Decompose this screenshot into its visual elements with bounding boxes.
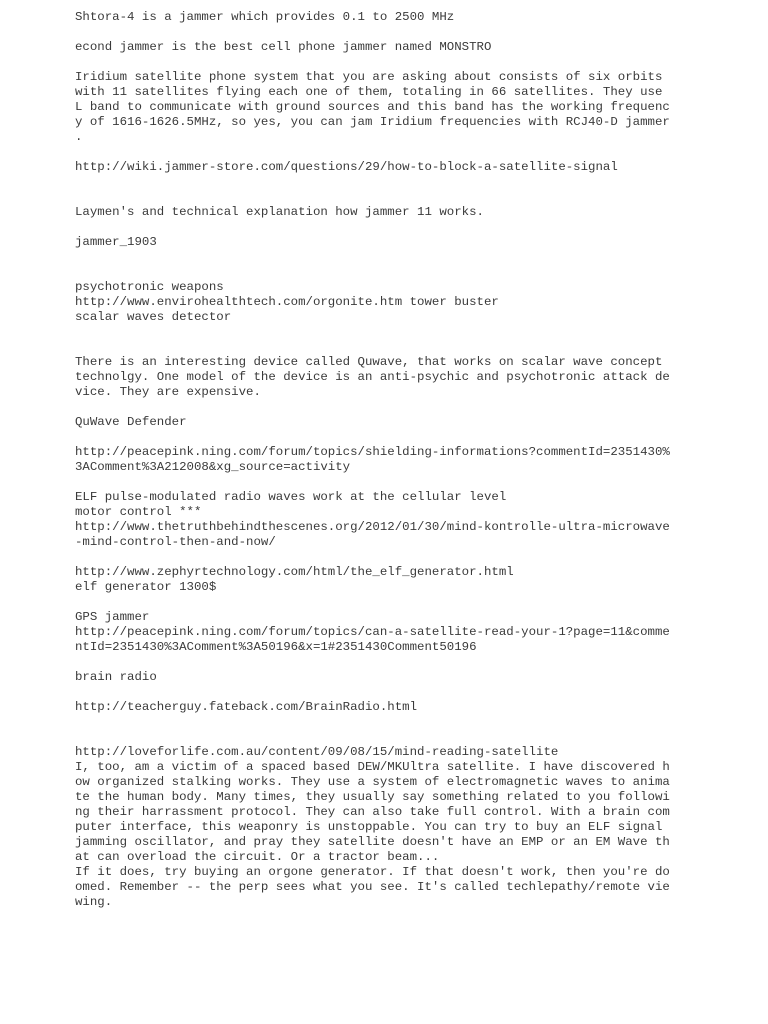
text-line: scalar waves detector bbox=[75, 310, 232, 324]
text-block bbox=[75, 160, 695, 175]
text-line: I, too, am a victim of a spaced based DEW/MKUltra satellite. I have discovered h bbox=[75, 760, 670, 774]
text-line: econd jammer is the best cell phone jammer named MONSTRO bbox=[75, 40, 492, 54]
text-block bbox=[75, 205, 695, 220]
text-line: QuWave Defender bbox=[75, 415, 187, 429]
text-line: Laymen's and technical explanation how jammer 11 works. bbox=[75, 205, 484, 219]
text-block bbox=[75, 610, 695, 655]
text-line: vice. They are expensive. bbox=[75, 385, 261, 399]
text-line: elf generator 1300$ bbox=[75, 580, 217, 594]
text-line: . bbox=[75, 130, 83, 144]
text-block bbox=[75, 355, 695, 400]
text-line: http://peacepink.ning.com/forum/topics/can-a-satellite-read-your-1?page=11&comme bbox=[75, 625, 670, 639]
text-block bbox=[75, 10, 695, 25]
text-line: L band to communicate with ground sources and this band has the working frequenc bbox=[75, 100, 670, 114]
text-line: http://www.thetruthbehindthescenes.org/2012/01/30/mind-kontrolle-ultra-microwave bbox=[75, 520, 670, 534]
text-line: motor control *** bbox=[75, 505, 202, 519]
text-block bbox=[75, 445, 695, 475]
text-line: with 11 satellites flying each one of them, totaling in 66 satellites. They use bbox=[75, 85, 663, 99]
text-block bbox=[75, 490, 695, 550]
text-line: brain radio bbox=[75, 670, 157, 684]
text-block bbox=[75, 745, 695, 910]
text-line: wing. bbox=[75, 895, 113, 909]
document-page bbox=[75, 10, 695, 910]
text-line: If it does, try buying an orgone generator. If that doesn't work, then you're do bbox=[75, 865, 670, 879]
text-line: ng their harrassment protocol. They can also take full control. With a brain com bbox=[75, 805, 670, 819]
text-line: http://teacherguy.fateback.com/BrainRadio.html bbox=[75, 700, 418, 714]
text-line: http://wiki.jammer-store.com/questions/29/how-to-block-a-satellite-signal bbox=[75, 160, 618, 174]
text-line: y of 1616-1626.5MHz, so yes, you can jam Iridium frequencies with RCJ40-D jammer bbox=[75, 115, 670, 129]
text-line: ow organized stalking works. They use a system of electromagnetic waves to anima bbox=[75, 775, 670, 789]
text-line: puter interface, this weaponry is unstoppable. You can try to buy an ELF signal bbox=[75, 820, 663, 834]
text-line: technolgy. One model of the device is an anti-psychic and psychotronic attack de bbox=[75, 370, 670, 384]
text-line: http://peacepink.ning.com/forum/topics/shielding-informations?commentId=2351430% bbox=[75, 445, 670, 459]
text-line: Iridium satellite phone system that you are asking about consists of six orbits bbox=[75, 70, 663, 84]
text-block bbox=[75, 700, 695, 715]
text-line: http://www.envirohealthtech.com/orgonite.htm tower buster bbox=[75, 295, 499, 309]
text-line: te the human body. Many times, they usually say something related to you followi bbox=[75, 790, 670, 804]
text-line: -mind-control-then-and-now/ bbox=[75, 535, 276, 549]
text-line: psychotronic weapons bbox=[75, 280, 224, 294]
text-line: omed. Remember -- the perp sees what you see. It's called techlepathy/remote vie bbox=[75, 880, 670, 894]
text-block bbox=[75, 40, 695, 55]
text-line: 3AComment%3A212008&xg_source=activity bbox=[75, 460, 351, 474]
text-block bbox=[75, 415, 695, 430]
text-line: ntId=2351430%3AComment%3A50196&x=1#2351430Comment50196 bbox=[75, 640, 477, 654]
text-block bbox=[75, 70, 695, 145]
text-line: at can overload the circuit. Or a tractor beam... bbox=[75, 850, 440, 864]
text-block bbox=[75, 235, 695, 250]
text-line: jammer_1903 bbox=[75, 235, 157, 249]
text-line: ELF pulse-modulated radio waves work at the cellular level bbox=[75, 490, 507, 504]
text-line: Shtora-4 is a jammer which provides 0.1 to 2500 MHz bbox=[75, 10, 455, 24]
text-block bbox=[75, 565, 695, 595]
text-block bbox=[75, 280, 695, 325]
text-line: http://loveforlife.com.au/content/09/08/15/mind-reading-satellite bbox=[75, 745, 559, 759]
text-line: http://www.zephyrtechnology.com/html/the_elf_generator.html bbox=[75, 565, 514, 579]
text-line: GPS jammer bbox=[75, 610, 150, 624]
text-line: There is an interesting device called Quwave, that works on scalar wave concept bbox=[75, 355, 663, 369]
text-line: jamming oscillator, and pray they satellite doesn't have an EMP or an EM Wave th bbox=[75, 835, 670, 849]
text-block bbox=[75, 670, 695, 685]
